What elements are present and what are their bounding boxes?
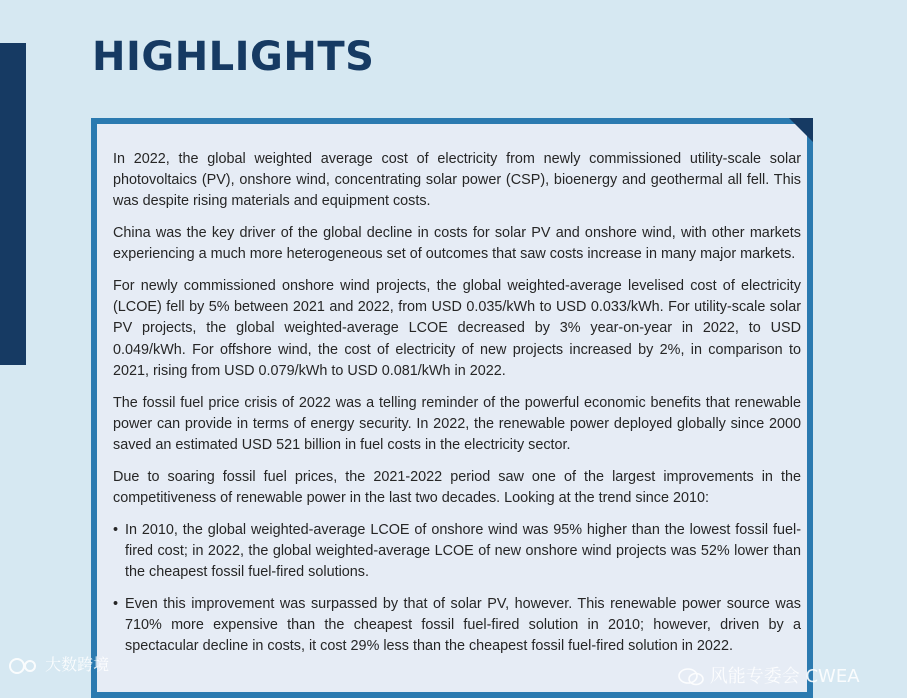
bullet-text-1: In 2010, the global weighted-average LCOE of onshore wind was 95% higher than the lowest fossil fuel-fired cost; in 2022, the global weighted-average LCOE of new onshore wind projects was 52% lower than the cheapest fossil fuel-fired solutions. <box>125 521 801 580</box>
watermark-right-text: 风能专委会 CWEA <box>709 666 860 687</box>
watermark-left-text: 大数跨境 <box>45 655 110 674</box>
box-corner-fold <box>789 118 813 142</box>
bullet-item-2 <box>113 594 801 658</box>
paragraph-4: The fossil fuel price crisis of 2022 was a telling reminder of the powerful economic benefits that renewable power can provide in terms of energy security. In 2022, the renewable power deployed globally since 2000 saved an estimated USD 521 billion in fuel costs in the electricity sector. <box>113 394 801 453</box>
paragraph-5: Due to soaring fossil fuel prices, the 2021-2022 period saw one of the largest improvements in the competitiveness of renewable power in the last two decades. Looking at the trend since 2010: <box>113 468 801 506</box>
highlights-content <box>113 149 801 668</box>
left-accent-bar <box>0 43 26 365</box>
bullet-dot: • <box>113 595 119 612</box>
bullet-dot: • <box>113 521 119 538</box>
highlights-box <box>91 118 813 698</box>
paragraph-1: In 2022, the global weighted average cost of electricity from newly commissioned utility-scale solar photovoltaics (PV), onshore wind, concentrating solar power (CSP), bioenergy and geothermal all fell. This was despite rising materials and equipment costs. <box>113 151 801 210</box>
bullet-list <box>113 520 801 658</box>
page-title: HIGHLIGHTS <box>92 34 375 80</box>
bullet-text-2: Even this improvement was surpassed by that of solar PV, however. This renewable power source was 710% more expensive than the cheapest fossil fuel-fired solution in 2010; however, driven by a spectacular decline in costs, it cost 29% less than the cheapest fossil fuel-fired solution in 2022. <box>125 595 801 655</box>
bullet-item-1 <box>113 520 801 584</box>
watermark-right <box>678 662 860 688</box>
paragraph-2: China was the key driver of the global decline in costs for solar PV and onshore wind, with other markets experiencing a much more heterogeneous set of outcomes that saw costs increase in many major markets. <box>113 225 801 263</box>
watermark-left <box>8 652 109 675</box>
paragraph-3: For newly commissioned onshore wind projects, the global weighted-average levelised cost of electricity (LCOE) fell by 5% between 2021 and 2022, from USD 0.035/kWh to USD 0.033/kWh. For utility-scale solar PV projects, the global weighted-average LCOE decreased by 3% year-on-year in 2022, to USD 0.049/kWh. For offshore wind, the cost of electricity of new projects increased by 2%, in comparison to 2021, rising from USD 0.079/kWh to USD 0.081/kWh in 2022. <box>113 278 801 379</box>
wechat-icon <box>678 668 704 686</box>
watermark-logo-icon <box>8 657 40 675</box>
